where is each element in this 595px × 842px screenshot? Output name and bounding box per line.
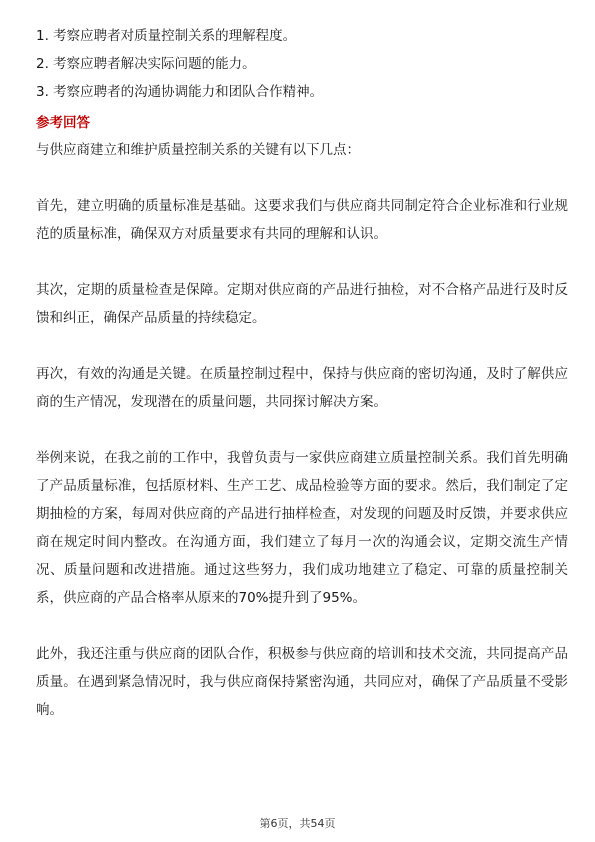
paragraph-additionally: 此外，我还注重与供应商的团队合作，积极参与供应商的培训和技术交流，共同提高产品质量。在遇到紧急情况时，我与供应商保持紧密沟通，共同应对，确保了产品质量不受影响。: [36, 646, 568, 718]
list-item: 1. 考察应聘者对质量控制关系的理解程度。: [36, 28, 297, 44]
list-item: 3. 考察应聘者的沟通协调能力和团队合作精神。: [36, 84, 324, 100]
intro-paragraph: 与供应商建立和维护质量控制关系的关键有以下几点：: [36, 142, 360, 158]
paragraph-example: 举例来说，在我之前的工作中，我曾负责与一家供应商建立质量控制关系。我们首先明确了产品质量标准，包括原材料、生产工艺、成品检验等方面的要求。然后，我们制定了定期抽检的方案，每周对供应商的产品进行抽样检查，对发现的问题及时反馈，并要求供应商在规定时间内整改。在沟通方面，我们建立了每月一次的沟通会议，定期交流生产情况、质量问题和改进措施。通过这些努力，我们成功地建立了稳定、可靠的质量控制关系，供应商的产品合格率从原来的70%提升到了95%。: [36, 450, 568, 606]
answer-heading: 参考回答: [36, 115, 90, 131]
document-page: [36, 22, 568, 724]
paragraph-first: 首先，建立明确的质量标准是基础。这要求我们与供应商共同制定符合企业标准和行业规范的质量标准，确保双方对质量要求有共同的理解和认识。: [36, 198, 568, 242]
paragraph-second: 其次，定期的质量检查是保障。定期对供应商的产品进行抽检，对不合格产品进行及时反馈和纠正，确保产品质量的持续稳定。: [36, 282, 568, 326]
paragraph-third: 再次，有效的沟通是关键。在质量控制过程中，保持与供应商的密切沟通，及时了解供应商的生产情况，发现潜在的质量问题，共同探讨解决方案。: [36, 366, 568, 410]
list-item: 2. 考察应聘者解决实际问题的能力。: [36, 56, 256, 72]
page-footer: 第6页，共54页: [259, 817, 336, 830]
